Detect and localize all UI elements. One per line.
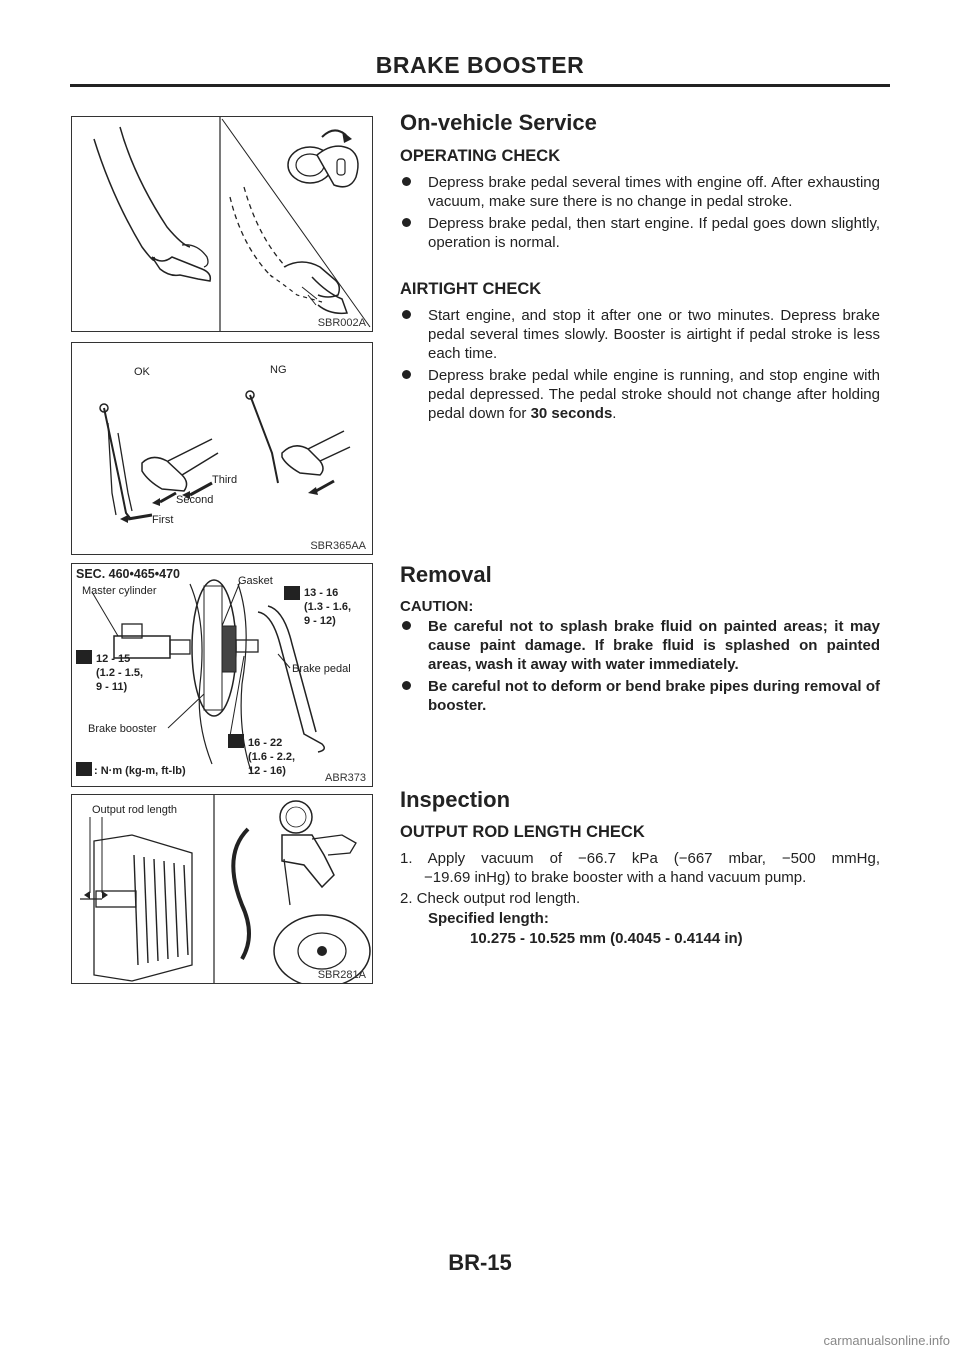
torque-label: (1.2 - 1.5, [96, 667, 144, 679]
removal-caution-list [400, 617, 880, 718]
figure-code: ABR373 [325, 772, 366, 784]
bullet-item [400, 617, 880, 674]
figure-code: SBR365AA [310, 540, 366, 552]
figure-airtight-check-drawing [72, 343, 372, 554]
label-first: First [152, 514, 174, 526]
bullet-item [400, 677, 880, 715]
units-label: : N·m (kg-m, ft-lb) [94, 765, 186, 777]
bullet-dot [402, 218, 411, 227]
torque-label: 12 - 16) [248, 765, 286, 777]
bullet-dot [402, 621, 411, 630]
torque-label: 9 - 12) [304, 615, 336, 627]
bullet-dot [402, 310, 411, 319]
inspection-step-2: 2. Check output rod length. [400, 890, 581, 907]
watermark-text: carmanualsonline.info [823, 1333, 950, 1348]
subsection-title-airtight: AIRTIGHT CHECK [400, 280, 542, 298]
page-number: BR-15 [448, 1250, 512, 1275]
label-ng: NG [270, 364, 287, 376]
label-ok: OK [134, 366, 150, 378]
torque-label: 9 - 11) [96, 681, 128, 693]
figure-inspection-drawing [72, 795, 372, 983]
figure-operating-check-drawing [72, 117, 372, 331]
bullet-text: Depress brake pedal several times with engine off. After exhausting vacuum, make sure there is no change in pedal stroke. [428, 174, 880, 210]
spec-label: Specified length: [428, 910, 549, 927]
bullet-item [400, 173, 880, 211]
operating-check-list [400, 173, 880, 255]
torque-label: 13 - 16 [304, 587, 339, 599]
bullet-text: Depress brake pedal, then start engine. If pedal goes down slightly, operation is normal. [428, 215, 880, 251]
figure-code: SBR002A [317, 317, 366, 329]
bullet-text: Start engine, and stop it after one or two minutes. Depress brake pedal several times slowly. Booster is airtight if pedal stroke is less each time. [428, 307, 880, 362]
bullet-text-end: . [612, 405, 617, 422]
label-master-cylinder: Master cylinder [82, 585, 157, 597]
figure-code: SBR281A [317, 969, 366, 981]
spec-value: 10.275 - 10.525 mm (0.4045 - 0.4144 in) [470, 930, 743, 947]
bullet-text: Depress brake pedal while engine is running, and stop engine with pedal depressed. The pedal stroke should not change after holding pedal down for [428, 367, 880, 422]
bullet-dot [402, 681, 411, 690]
bullet-item [400, 214, 880, 252]
bullet-item [400, 306, 880, 363]
figure-removal-drawing [72, 564, 372, 786]
figure-airtight-check [71, 342, 373, 555]
figure-removal [71, 563, 373, 787]
label-output-rod-length: Output rod length [92, 804, 178, 816]
label-brake-pedal: Brake pedal [292, 663, 351, 675]
section-title-onvehicle: On-vehicle Service [400, 110, 597, 135]
bullet-text: Be careful not to deform or bend brake pipes during removal of booster. [428, 678, 880, 714]
label-third: Third [212, 474, 238, 486]
section-title-removal: Removal [400, 562, 492, 587]
label-brake-booster: Brake booster [88, 723, 157, 735]
torque-label: (1.3 - 1.6, [304, 601, 352, 613]
header-rule [70, 84, 890, 87]
inspection-step-1 [400, 849, 880, 887]
section-title-inspection: Inspection [400, 787, 511, 812]
figure-operating-check [71, 116, 373, 332]
label-gasket: Gasket [238, 575, 273, 587]
torque-label: 12 - 15 [96, 653, 131, 665]
bullet-dot [402, 370, 411, 379]
subsection-title-output-rod: OUTPUT ROD LENGTH CHECK [400, 823, 645, 841]
figure-inspection [71, 794, 373, 984]
torque-label: 16 - 22 [248, 737, 283, 749]
bullet-dot [402, 177, 411, 186]
caution-label: CAUTION: [400, 598, 474, 615]
step-1-line-2: −19.69 inHg) to brake booster with a hand vacuum pump. [424, 869, 807, 886]
sec-code: SEC. 460•465•470 [76, 567, 180, 581]
label-second: Second [176, 494, 214, 506]
step-1-line-1: 1. Apply vacuum of −66.7 kPa (−667 mbar, −500 mmHg, [400, 850, 880, 867]
page-header-title: BRAKE BOOSTER [375, 52, 585, 78]
bullet-item [400, 366, 880, 423]
bullet-text: Be careful not to splash brake fluid on painted areas; it may cause paint damage. If brake fluid is splashed on painted areas, wash it away with water immediately. [428, 618, 880, 673]
subsection-title-operating: OPERATING CHECK [400, 147, 561, 165]
bullet-text-bold: 30 seconds [530, 405, 613, 422]
airtight-check-list [400, 306, 880, 426]
torque-label: (1.6 - 2.2, [248, 751, 296, 763]
